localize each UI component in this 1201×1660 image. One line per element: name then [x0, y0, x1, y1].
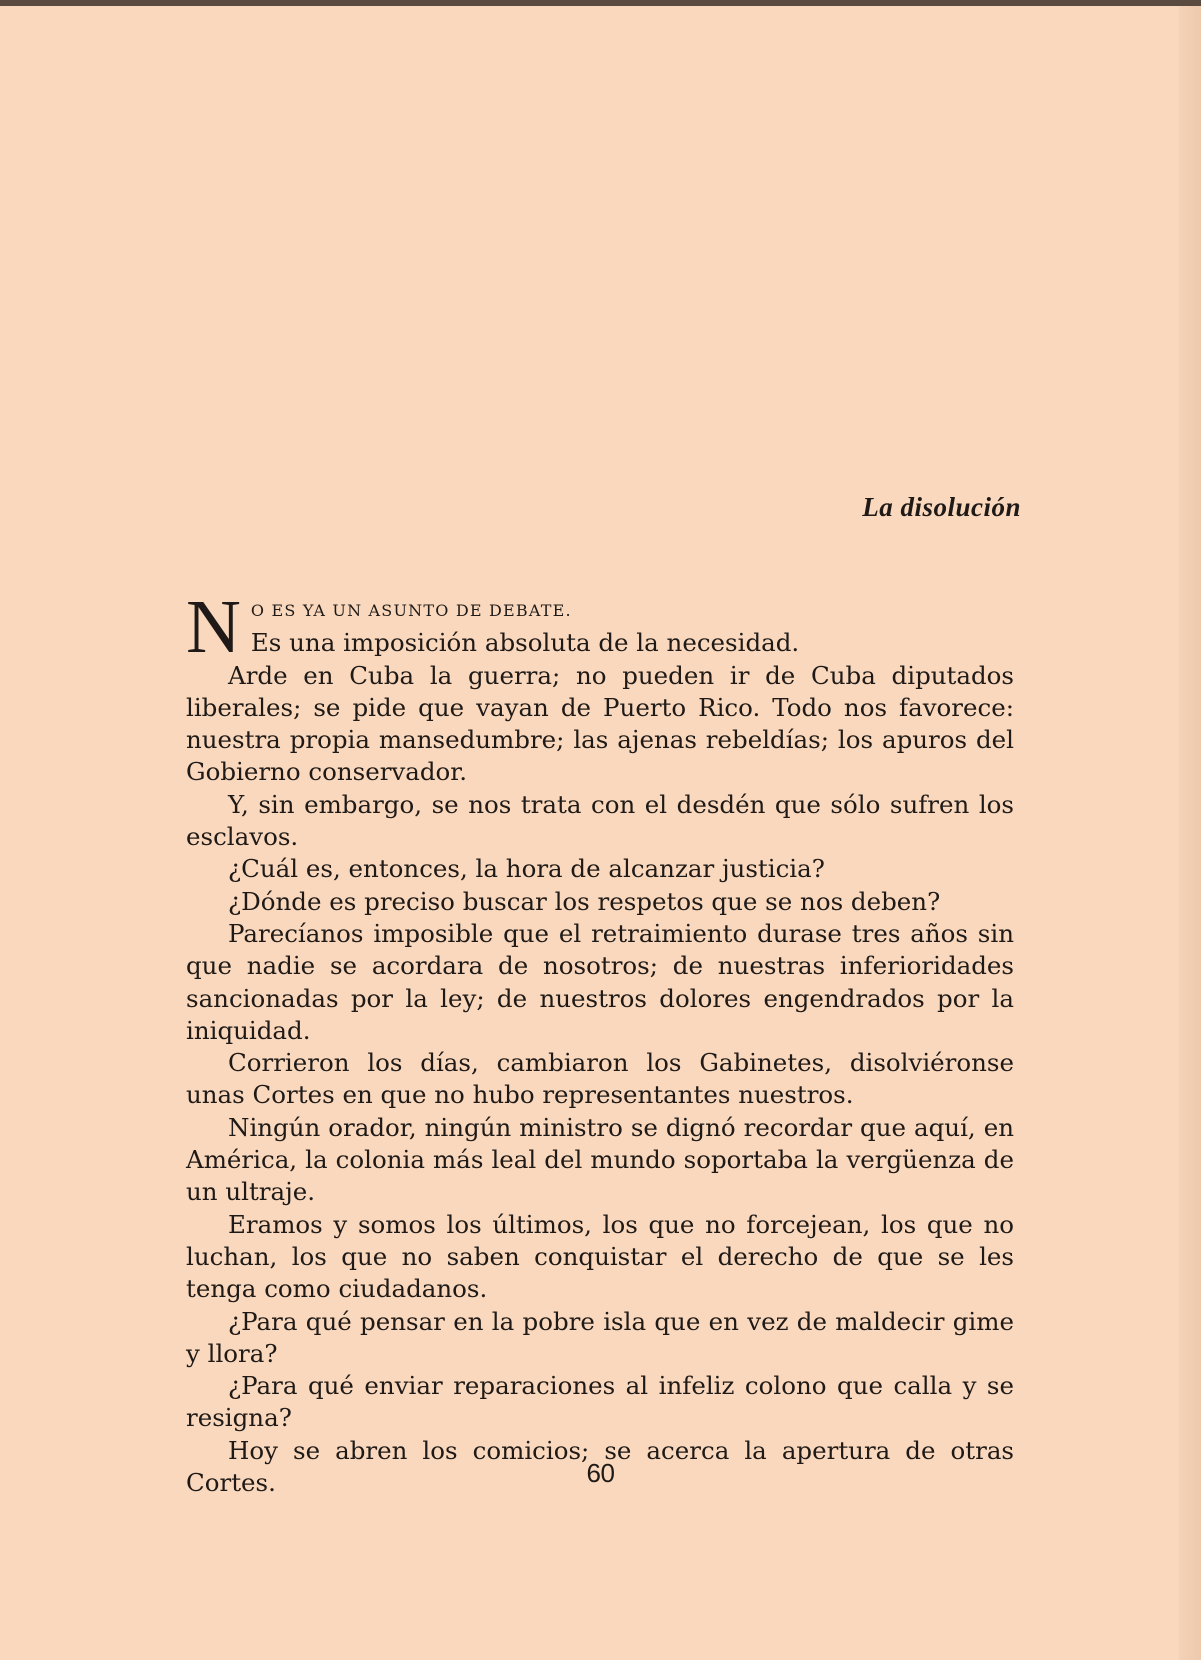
- paragraph-11: Hoy se abren los comicios; se acerca la apertura de otras Cortes.: [186, 1435, 1014, 1498]
- paragraph-10: ¿Para qué enviar reparaciones al infeliz colono que calla y se resigna?: [186, 1371, 1014, 1433]
- opening-small-caps: O ES YA UN ASUNTO DE DEBATE.: [250, 601, 572, 620]
- paragraph-7: Ningún orador, ningún ministro se dignó recordar que aquí, en América, la colonia más leal del mundo soportaba la vergüenza de un ultraje.: [186, 1112, 1014, 1207]
- body-text: [186, 585, 1014, 1499]
- opening-paragraph: [186, 585, 1014, 669]
- page-top-edge: [0, 0, 1201, 6]
- page-right-edge: [1179, 6, 1201, 1660]
- paragraph-3: ¿Cuál es, entonces, la hora de alcanzar justicia?: [228, 854, 825, 884]
- drop-cap: N: [186, 585, 241, 669]
- paragraph-8: Eramos y somos los últimos, los que no forcejean, los que no luchan, los que no saben conquistar el derecho de que se les tenga como ciudadanos.: [186, 1209, 1014, 1304]
- opening-rest: Es una imposición absoluta de la necesidad.: [250, 628, 800, 658]
- paragraph-2: Y, sin embargo, se nos trata con el desdén que sólo sufren los esclavos.: [186, 789, 1014, 852]
- chapter-title: La disolución: [862, 492, 1021, 522]
- paragraph-5: Parecíanos imposible que el retraimiento durase tres años sin que nadie se acordara de nosotros; de nuestras inferioridades sancionadas por la ley; de nuestros dolores engendrados por la iniquidad.: [186, 918, 1014, 1045]
- paragraph-1: Arde en Cuba la guerra; no pueden ir de Cuba diputados liberales; se pide que vayan de Puerto Rico. Todo nos favorece: nuestra propia mansedumbre; las ajenas rebeldías; los apuros del Gobierno conservador.: [186, 660, 1014, 787]
- page-number: 60: [586, 1458, 615, 1488]
- paragraph-4: ¿Dónde es preciso buscar los respetos que se nos deben?: [228, 886, 941, 916]
- paragraph-6: Corrieron los días, cambiaron los Gabinetes, disolviéronse unas Cortes en que no hubo representantes nuestros.: [186, 1048, 1014, 1110]
- paragraph-9: ¿Para qué pensar en la pobre isla que en vez de maldecir gime y llora?: [186, 1306, 1014, 1368]
